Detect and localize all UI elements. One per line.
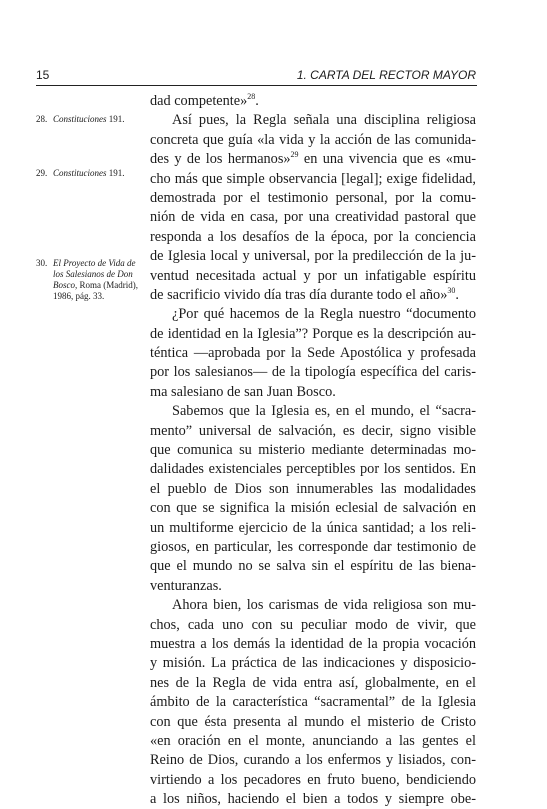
line-text: de identidad en la Iglesia”? Porque es la descripción au- bbox=[150, 325, 476, 342]
footnote-ref: 30 bbox=[447, 286, 456, 296]
text-line bbox=[150, 92, 476, 111]
line-text: ventud necesitada actual y por un infatigable espíritu bbox=[150, 267, 476, 284]
line-text-continued: . bbox=[255, 93, 259, 109]
text-line bbox=[150, 441, 476, 460]
line-text: venturanzas. bbox=[150, 577, 222, 594]
text-line bbox=[150, 286, 476, 305]
note-source: Constituciones bbox=[53, 114, 107, 124]
text-line bbox=[150, 131, 476, 150]
margin-note bbox=[36, 168, 142, 179]
line-text: dalidades existenciales perceptibles por los sentidos. En bbox=[150, 461, 476, 478]
body-text bbox=[150, 92, 476, 809]
text-line bbox=[150, 732, 476, 751]
text-line bbox=[150, 305, 476, 324]
text-line bbox=[150, 422, 476, 441]
text-line bbox=[150, 538, 476, 557]
line-text: el pueblo de Dios son innumerables las modalidades bbox=[150, 480, 476, 497]
margin-note bbox=[36, 114, 142, 125]
text-line bbox=[150, 325, 476, 344]
line-text: virtiendo a los pecadores en fruto bueno, bendiciendo bbox=[150, 771, 476, 788]
text-line bbox=[150, 111, 476, 130]
note-detail: 191. bbox=[106, 114, 125, 124]
text-line bbox=[150, 480, 476, 499]
text-line bbox=[150, 363, 476, 382]
line-text: de sacrificio vivido día tras día durante todo el año» bbox=[150, 286, 448, 303]
text-line bbox=[150, 267, 476, 286]
line-text: con que ésta presenta al mundo el misterio de Cristo bbox=[150, 713, 476, 730]
text-line bbox=[150, 402, 476, 421]
text-line bbox=[150, 208, 476, 227]
line-text: mento” universal de salvación, es decir, signo visible bbox=[150, 422, 476, 439]
text-line bbox=[150, 674, 476, 693]
note-number: 29. bbox=[36, 168, 48, 178]
text-line bbox=[150, 790, 476, 809]
page-number: 15 bbox=[36, 68, 50, 82]
header-rule bbox=[36, 85, 477, 86]
line-text: chos, cada uno con su peculiar modo de vivir, que bbox=[150, 616, 476, 633]
text-line bbox=[150, 170, 476, 189]
line-text: téntica —aprobada por la Sede Apostólica y profesada bbox=[150, 345, 476, 362]
text-line bbox=[150, 150, 476, 169]
line-text: nes de la Regla de vida entra así, globalmente, en el bbox=[150, 674, 476, 691]
line-text: nión de vida en casa, por una creatividad pastoral que bbox=[150, 209, 476, 226]
text-line bbox=[150, 751, 476, 770]
text-line bbox=[150, 519, 476, 538]
line-text: por los salesianos— de la tipología específica del caris- bbox=[150, 364, 476, 381]
line-text: concreta que guía «la vida y la acción de las comunida- bbox=[150, 131, 476, 148]
text-line bbox=[150, 616, 476, 635]
line-text: que comunica su misterio mediante determinadas mo- bbox=[150, 442, 476, 459]
footnote-ref: 28 bbox=[247, 92, 256, 102]
text-line bbox=[150, 228, 476, 247]
line-text: ma salesiano de san Juan Bosco. bbox=[150, 383, 336, 400]
line-text: Ahora bien, los carismas de vida religiosa son mu- bbox=[172, 597, 476, 614]
line-text: un multiforme ejercicio de la única santidad; a los reli- bbox=[150, 519, 476, 536]
line-text: Sabemos que la Iglesia es, en el mundo, el “sacra- bbox=[172, 403, 476, 420]
line-text: muestra a los demás la identidad de la propia vocación bbox=[150, 635, 476, 652]
text-line bbox=[150, 654, 476, 673]
text-line bbox=[150, 557, 476, 576]
line-text: con que se significa la misión eclesial de salvación en bbox=[150, 500, 476, 517]
note-source: Constituciones bbox=[53, 168, 107, 178]
note-number: 30. bbox=[36, 258, 48, 268]
text-line bbox=[150, 693, 476, 712]
line-text: ¿Por qué hacemos de la Regla nuestro “documento bbox=[172, 306, 476, 323]
line-text: cho más que simple observancia [legal]; exige fidelidad, bbox=[150, 170, 476, 187]
note-detail: Roma (Madrid), 1986, pág. 33. bbox=[53, 280, 138, 301]
text-line bbox=[150, 383, 476, 402]
note-detail: 191. bbox=[106, 168, 125, 178]
footnote-ref: 29 bbox=[290, 150, 299, 160]
text-line bbox=[150, 460, 476, 479]
line-text: Reino de Dios, curando a los enfermos y lisiados, con- bbox=[150, 752, 476, 769]
text-line bbox=[150, 596, 476, 615]
text-line bbox=[150, 499, 476, 518]
line-text-continued: en una vivencia que es «mu- bbox=[298, 151, 476, 168]
text-line bbox=[150, 713, 476, 732]
text-line bbox=[150, 247, 476, 266]
text-line bbox=[150, 635, 476, 654]
text-line bbox=[150, 577, 476, 596]
line-text: responda a los desafíos de la época, por la conciencia bbox=[150, 228, 476, 245]
line-text: ámbito de la característica “sacramental” de la Iglesia bbox=[150, 694, 476, 711]
line-text: demostrada por el testimonio personal, por la comu- bbox=[150, 189, 476, 206]
note-source: El Proyecto de Vida de los Salesianos de Don Bosco, bbox=[53, 258, 136, 290]
line-text: y misión. La práctica de las indicaciones y disposicio- bbox=[150, 655, 476, 672]
line-text: de Iglesia local y universal, por la predilección de la ju- bbox=[150, 248, 476, 265]
line-text: giosos, en particular, les corresponde dar testimonio de bbox=[150, 538, 476, 555]
line-text: Así pues, la Regla señala una disciplina religiosa bbox=[172, 112, 476, 129]
line-text-continued: . bbox=[455, 286, 459, 303]
note-number: 28. bbox=[36, 114, 48, 124]
line-text: dad competente» bbox=[150, 93, 248, 109]
line-text: que el mundo no se salva sin el espíritu de las biena- bbox=[150, 558, 476, 575]
page-header bbox=[36, 66, 476, 86]
text-line bbox=[150, 771, 476, 790]
running-head: 1. CARTA DEL RECTOR MAYOR bbox=[296, 68, 476, 82]
line-text: a los niños, haciendo el bien a todos y siempre obe- bbox=[150, 791, 476, 808]
text-line bbox=[150, 344, 476, 363]
line-text: «en oración en el monte, anunciando a las gentes el bbox=[150, 732, 476, 749]
margin-note bbox=[36, 258, 142, 302]
line-text: des y de los hermanos» bbox=[150, 151, 291, 168]
text-line bbox=[150, 189, 476, 208]
